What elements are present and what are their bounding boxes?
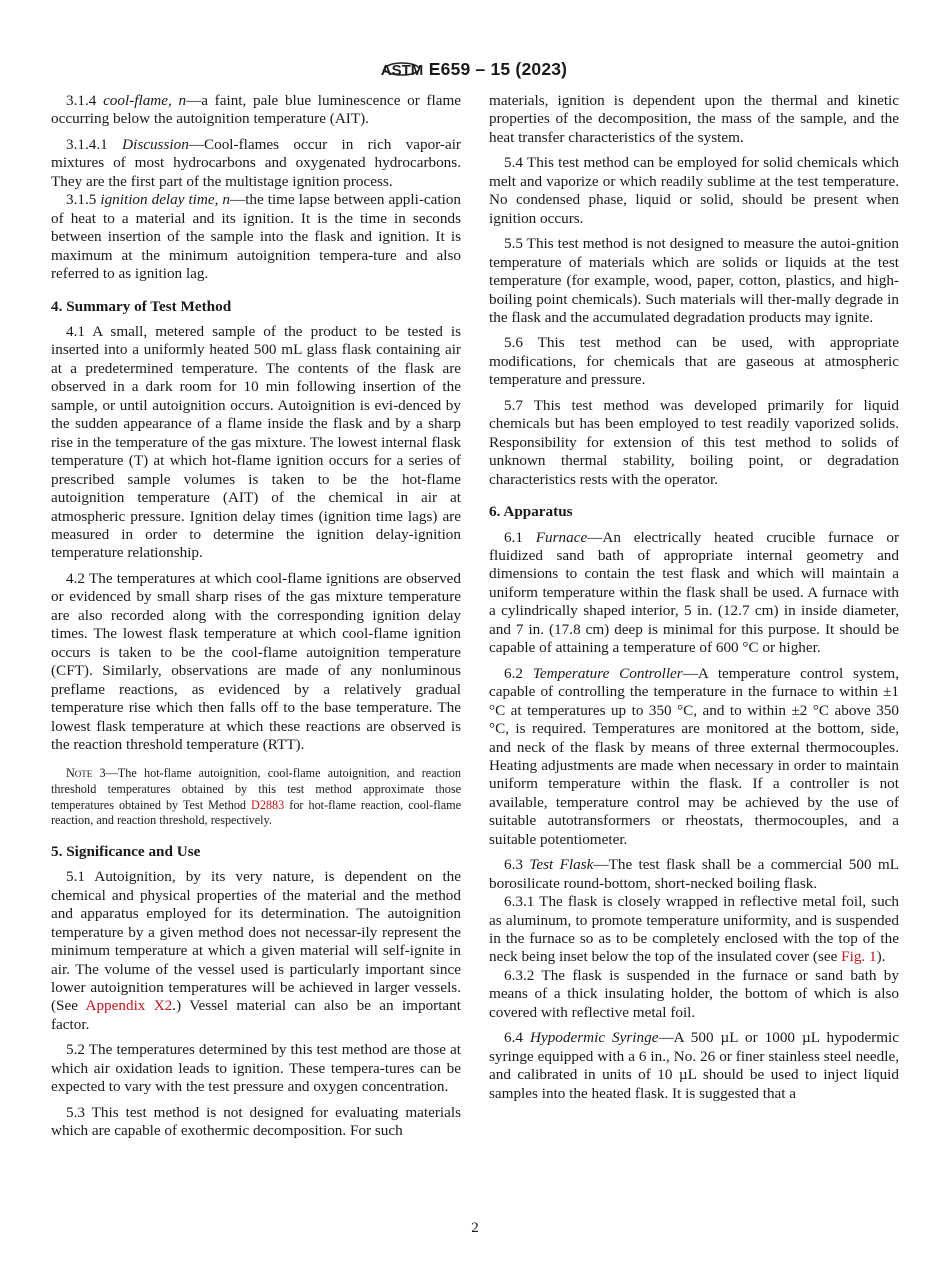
paragraph [489,893,899,967]
paragraph [51,868,461,1034]
paragraph [51,136,461,191]
text-run: 5.5 This test method is not designed to measure the autoi-gnition temperature of materials which are solids or liquids at the test temperature (for example, wood, paper, cotton, plastics, and high-boiling point chemicals). Such materials will ther-mally degrade in the flask and the accumulated degradation products may ignite. [489,235,899,326]
term-italic: ignition delay time, n [100,191,230,209]
text-run: 6.3 [504,856,530,874]
text-run: 6.2 [504,664,533,682]
text-run: 3.1.4.1 [66,135,123,153]
section-heading [489,503,899,521]
paragraph [51,570,461,755]
text-run: 6.1 [504,528,536,546]
text-run: for hot-flame reaction, cool-flame reaction, and reaction threshold, respectively. [51,797,461,828]
paragraph [51,1104,461,1141]
text-run: 5.2 The temperatures determined by this test method are those at which air oxidation leads to ignition. These tempera-tures can be expected to vary with the test pressure and oxygen concentration. [51,1041,461,1096]
term-italic: cool-flame, n [103,92,187,109]
cross-reference-link[interactable]: Appendix X2 [85,997,173,1015]
text-run: 4. Summary of Test Method [51,297,232,315]
text-run: ). [876,948,886,966]
text-run: 5.3 This test method is not designed for evaluating materials which are capable of exothermic decomposition. For such [51,1103,461,1140]
column-left [51,92,461,1148]
document-id: E659 – 15 (2023) [428,58,568,79]
note-label: Note [66,766,93,781]
text-run: 5.1 Autoignition, by its very nature, is dependent on the chemical and physical properties of the material and the method and apparatus employed for its determination. The autoignition temperature by a given method does not necessar-ily represent the minimum temperature at which a given material will self-ignite in air. The volume of the vessel used is particularly important since lower autoignition temperatures will be achieved in larger vessels. (See [51,868,461,1015]
paragraph [489,529,899,658]
cross-reference-link[interactable]: D2883 [251,797,285,812]
text-run: .) Vessel material can also be an important factor. [51,997,461,1033]
paragraph [489,235,899,327]
text-run: 5.4 This test method can be employed for solid chemicals which melt and vaporize or which readily sublime at the test temperature. No condensed phase, liquid or solid, should be present when ignition occurs. [489,154,899,227]
astm-logo-icon [380,55,424,83]
paragraph [489,1029,899,1103]
paragraph [51,92,461,129]
term-italic: Furnace [535,528,588,546]
paragraph [489,967,899,1022]
svg-text:ASTM: ASTM [380,62,424,79]
paragraph [489,397,899,489]
paragraph [489,856,899,893]
text-run: 5.7 This test method was developed primarily for liquid chemicals but has been employed to test readily vaporized solids. Responsibility for extension of this test method to solids of unknown thermal stability, boiling point, or degradation characteristics rests with the operator. [489,396,899,488]
term-italic: Test Flask [529,856,594,874]
text-run: 3.1.5 [66,191,101,209]
paragraph [51,1041,461,1096]
paragraph [489,154,899,228]
text-run: —the time lapse between appli-cation of heat to a material and its ignition. It is the time in seconds between insertion of the sample into the flask and ignition. It is maximum at the minimum autoignition tempera-ture and also referred to as ignition lag. [51,191,462,283]
paragraph [51,191,461,283]
text-run: 3.1.4 [66,92,104,109]
paragraph [489,665,899,850]
note-paragraph [51,766,461,828]
text-run: —a faint, pale blue luminescence or flame occurring below the autoignition temperature (AIT). [51,92,462,128]
text-run: 6.3.1 The flask is closely wrapped in reflective metal foil, such as aluminum, to promote temperature uniformity, and is suspended in the furnace so as to be completely enclosed with the top of the neck being inset below the top of the insulated cover (see [489,893,899,966]
page-number: 2 [471,1220,479,1236]
text-run: 6.4 [504,1029,530,1047]
text-run: —An electrically heated crucible furnace or fluidized sand bath of appropriate internal geometry and dimensions to contain the test flask and which will maintain a uniform temperature within the flask shall be used. A furnace with a cylindrically shaped interior, 5 in. (12.7 cm) in inside diameter, and 7 in. (17.8 cm) deep is minimal for this purpose. It should be capable of attaining a temperature of 600 °C or higher. [489,528,900,657]
paragraph [489,334,899,389]
paragraph [489,92,899,147]
cross-reference-link[interactable]: Fig. 1 [841,948,877,966]
text-run: —A temperature control system, capable of controlling the temperature in the furnace to within ±1 °C at temperatures up to 350 °C, and to within ±2 °C above 350 °C, is required. Temperatures are monitored at the bottom, side, and neck of the flask by means of three external thermocouples. Heating adjustments are made when necessary in order to maintain uniform temperature within the flask. If a controller is not available, temperature control may be achieved by the use of suitable autotransformers or rheostats, thermocouples, and a suitable potentiometer. [489,664,899,848]
text-run: 6.3.2 The flask is suspended in the furnace or sand bath by means of a thick insulating holder, the bottom of which is also covered with reflective metal foil. [489,966,899,1021]
text-run: —A 500 µL or 1000 µL hypodermic syringe equipped with a 6 in., No. 26 or finer stainless steel needle, and calibrated in units of 10 µL should be used to inject liquid samples into the heated flask. It is suggested that a [489,1029,900,1102]
text-run: —The test flask shall be a commercial 500 mL borosilicate round-bottom, short-necked boiling flask. [489,856,900,892]
text-run: —Cool-flames occur in rich vapor-air mixtures of most hydrocarbons and oxygenated hydrocarbons. They are the first part of the multistage ignition process. [51,135,461,190]
text-run: materials, ignition is dependent upon the thermal and kinetic properties of the decomposition, the mass of the sample, and the heat transfer characteristics of the system. [489,92,899,146]
text-run: 3—The hot-flame autoignition, cool-flame autoignition, and reaction threshold temperatures obtained by this test method approximate those temperatures obtained by Test Method [51,766,461,812]
term-italic: Temperature Controller [532,664,683,682]
section-heading [51,298,461,316]
column-right [489,92,899,1110]
term-italic: Hypodermic Syringe [529,1029,659,1047]
section-heading [51,843,461,861]
text-run: 6. Apparatus [489,503,573,521]
term-italic: Discussion [122,135,189,153]
text-run: 4.1 A small, metered sample of the product to be tested is inserted into a uniformly heated 500 mL glass flask containing air at a predetermined temperature. The contents of the flask are observed in a dark room for 10 min following insertion of the sample, or until autoignition occurs. Autoignition is evi-denced by the sudden appearance of a flame inside the flask and by a sharp rise in the temperature of the gas mixture. The lowest internal flask temperature (T) at which hot-flame ignition occurs for a series of prescribed sample volumes is taken to be the hot-flame autoignition temperature (AIT) of the chemical in air at atmospheric pressure. Ignition delay times (ignition time lags) are measured in order to determine the ignition delay-ignition temperature relationship. [51,322,461,562]
page-header [0,55,950,83]
text-run: 5.6 This test method can be used, with appropriate modifications, for chemicals that are gaseous at atmospheric temperature and pressure. [489,334,899,389]
text-run: 4.2 The temperatures at which cool-flame ignitions are observed or evidenced by small sharp rises of the gas mixture temperature are also recorded along with the corresponding ignition delay times. The lowest flask temperature at which cool-flame ignition occurs is taken to be the cool-flame autoignition temperature (CFT). Similarly, observations are made of any nonluminous preflame reactions, as evidenced by a relatively gradual temperature rise which then falls off to the base temperature. The lowest flask temperature at which these reactions are observed is the reaction threshold temperature (RTT). [51,569,461,753]
paragraph [51,323,461,563]
text-run: 5. Significance and Use [51,842,201,860]
